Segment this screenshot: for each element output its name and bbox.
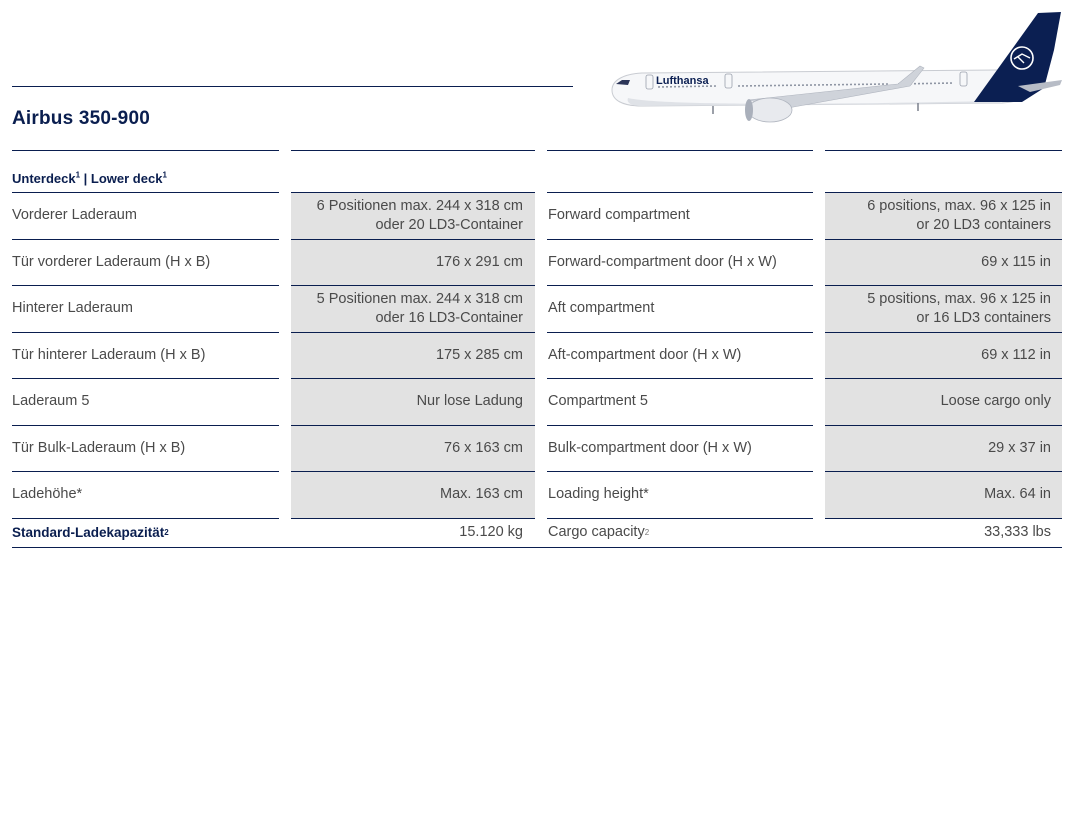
section-heading: Unterdeck$^1$ | Lower deck$^1$ (12, 170, 167, 186)
svg-text:Lufthansa: Lufthansa (656, 75, 709, 87)
total-value-en: 33,333 lbs (825, 518, 1062, 547)
de-value: 176 x 291 cm (291, 239, 535, 286)
de-value: 76 x 163 cm (291, 425, 535, 472)
en-label: Loading height* (547, 471, 813, 518)
cargo-table (12, 192, 1062, 548)
column-header-rule-1 (12, 150, 279, 151)
table-row (12, 239, 1062, 286)
en-value: 6 positions, max. 96 x 125 in or 20 LD3 containers (825, 192, 1062, 239)
de-label: Tür hinterer Laderaum (H x B) (12, 332, 279, 379)
en-value: 69 x 115 in (825, 239, 1062, 286)
table-row (12, 378, 1062, 425)
en-value: 29 x 37 in (825, 425, 1062, 472)
de-label: Ladehöhe* (12, 471, 279, 518)
page-title: Airbus 350-900 (12, 108, 150, 129)
table-row (12, 285, 1062, 332)
de-label: Hinterer Laderaum (12, 285, 279, 332)
de-value: Nur lose Ladung (291, 378, 535, 425)
table-row (12, 192, 1062, 239)
column-header-rule-2 (291, 150, 535, 151)
en-label: Aft compartment (547, 285, 813, 332)
total-value-de: 15.120 kg (291, 518, 535, 547)
en-label: Forward-compartment door (H x W) (547, 239, 813, 286)
en-value: 5 positions, max. 96 x 125 in or 16 LD3 containers (825, 285, 1062, 332)
en-value: Loose cargo only (825, 378, 1062, 425)
en-label: Aft-compartment door (H x W) (547, 332, 813, 379)
table-row (12, 332, 1062, 379)
de-value: Max. 163 cm (291, 471, 535, 518)
de-value: 175 x 285 cm (291, 332, 535, 379)
de-label: Vorderer Laderaum (12, 192, 279, 239)
en-label: Bulk-compartment door (H x W) (547, 425, 813, 472)
en-label: Forward compartment (547, 192, 813, 239)
de-label: Tür Bulk-Laderaum (H x B) (12, 425, 279, 472)
total-label-en: Cargo capacity 2 (547, 518, 813, 547)
airplane-illustration (598, 10, 1064, 128)
header-rule (12, 86, 573, 87)
de-value: 5 Positionen max. 244 x 318 cm oder 16 LD3-Container (291, 285, 535, 332)
en-value: Max. 64 in (825, 471, 1062, 518)
column-header-rule-3 (547, 150, 813, 151)
de-value: 6 Positionen max. 244 x 318 cm oder 20 LD3-Container (291, 192, 535, 239)
table-row (12, 425, 1062, 472)
en-label: Compartment 5 (547, 378, 813, 425)
total-row (12, 518, 1062, 548)
table-row (12, 471, 1062, 518)
en-value: 69 x 112 in (825, 332, 1062, 379)
de-label: Tür vorderer Laderaum (H x B) (12, 239, 279, 286)
column-header-rule-4 (825, 150, 1062, 151)
total-label-de: Standard-Ladekapazität 2 (12, 518, 279, 547)
de-label: Laderaum 5 (12, 378, 279, 425)
